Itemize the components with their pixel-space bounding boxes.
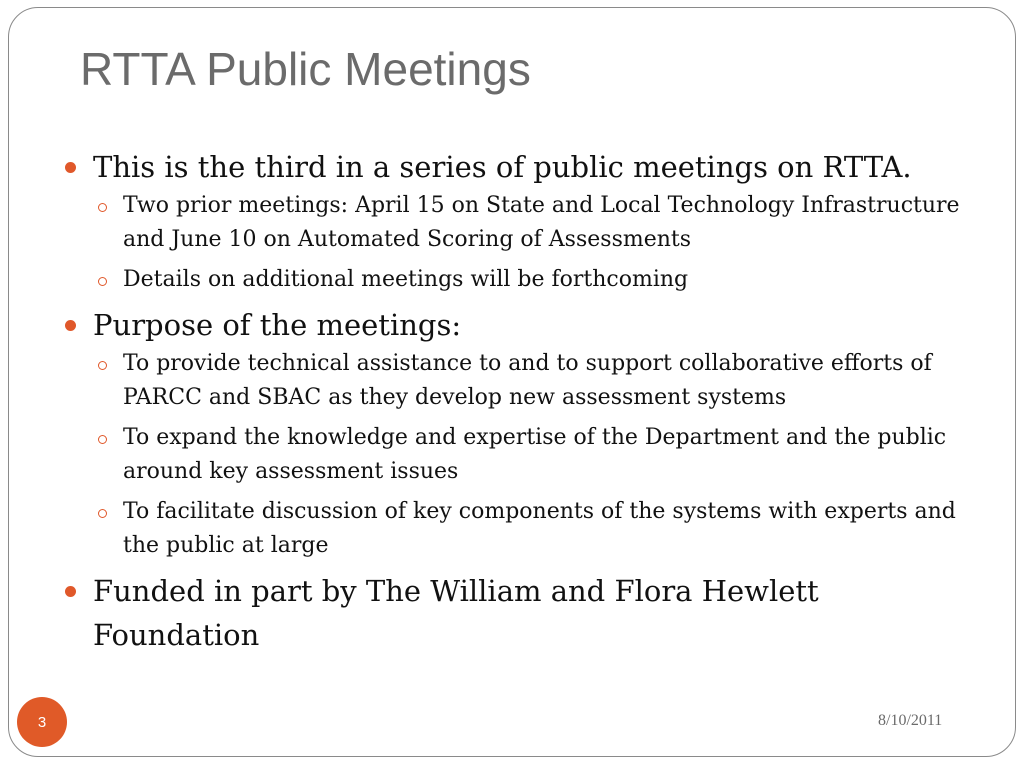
sub-bullet-ring-icon (98, 203, 107, 212)
bullet-item (60, 303, 980, 347)
sub-bullet-text: To provide technical assistance to and to support collaborative efforts of PARCC and SBAC as they develop new assessment systems (123, 351, 932, 410)
bullet-text: Purpose of the meetings: (93, 308, 462, 342)
bullet-group-1 (60, 145, 980, 297)
slide-title: RTTA Public Meetings (80, 43, 531, 95)
sub-bullet-item (60, 495, 980, 563)
bullet-text: Funded in part by The William and Flora Hewlett Foundation (93, 574, 819, 652)
sub-bullet-text: To facilitate discussion of key components of the systems with experts and the public at large (123, 499, 956, 558)
bullet-dot-icon (65, 162, 76, 173)
sub-bullet-text: To expand the knowledge and expertise of the Department and the public around key assessment issues (123, 425, 947, 484)
sub-bullet-ring-icon (98, 435, 107, 444)
bullet-group-3 (60, 569, 980, 657)
sub-bullet-item (60, 263, 980, 297)
bullet-item (60, 145, 980, 189)
sub-bullet-item (60, 421, 980, 489)
sub-bullet-text: Two prior meetings: April 15 on State and Local Technology Infrastructure and June 10 on Automated Scoring of Assessments (123, 193, 960, 252)
page-number: 3 (37, 713, 47, 731)
slide-date: 8/10/2011 (878, 712, 943, 729)
sub-bullet-item (60, 189, 980, 257)
bullet-group-2 (60, 303, 980, 563)
bullet-text: This is the third in a series of public meetings on RTTA. (93, 150, 912, 184)
bullet-dot-icon (65, 586, 76, 597)
sub-bullet-ring-icon (98, 509, 107, 518)
sub-bullet-ring-icon (98, 277, 107, 286)
bullet-item (60, 569, 980, 657)
sub-bullet-item (60, 347, 980, 415)
sub-bullet-text: Details on additional meetings will be forthcoming (123, 267, 689, 292)
bullet-dot-icon (65, 320, 76, 331)
page-number-badge (17, 697, 67, 747)
slide-content (60, 145, 980, 657)
sub-bullet-ring-icon (98, 361, 107, 370)
